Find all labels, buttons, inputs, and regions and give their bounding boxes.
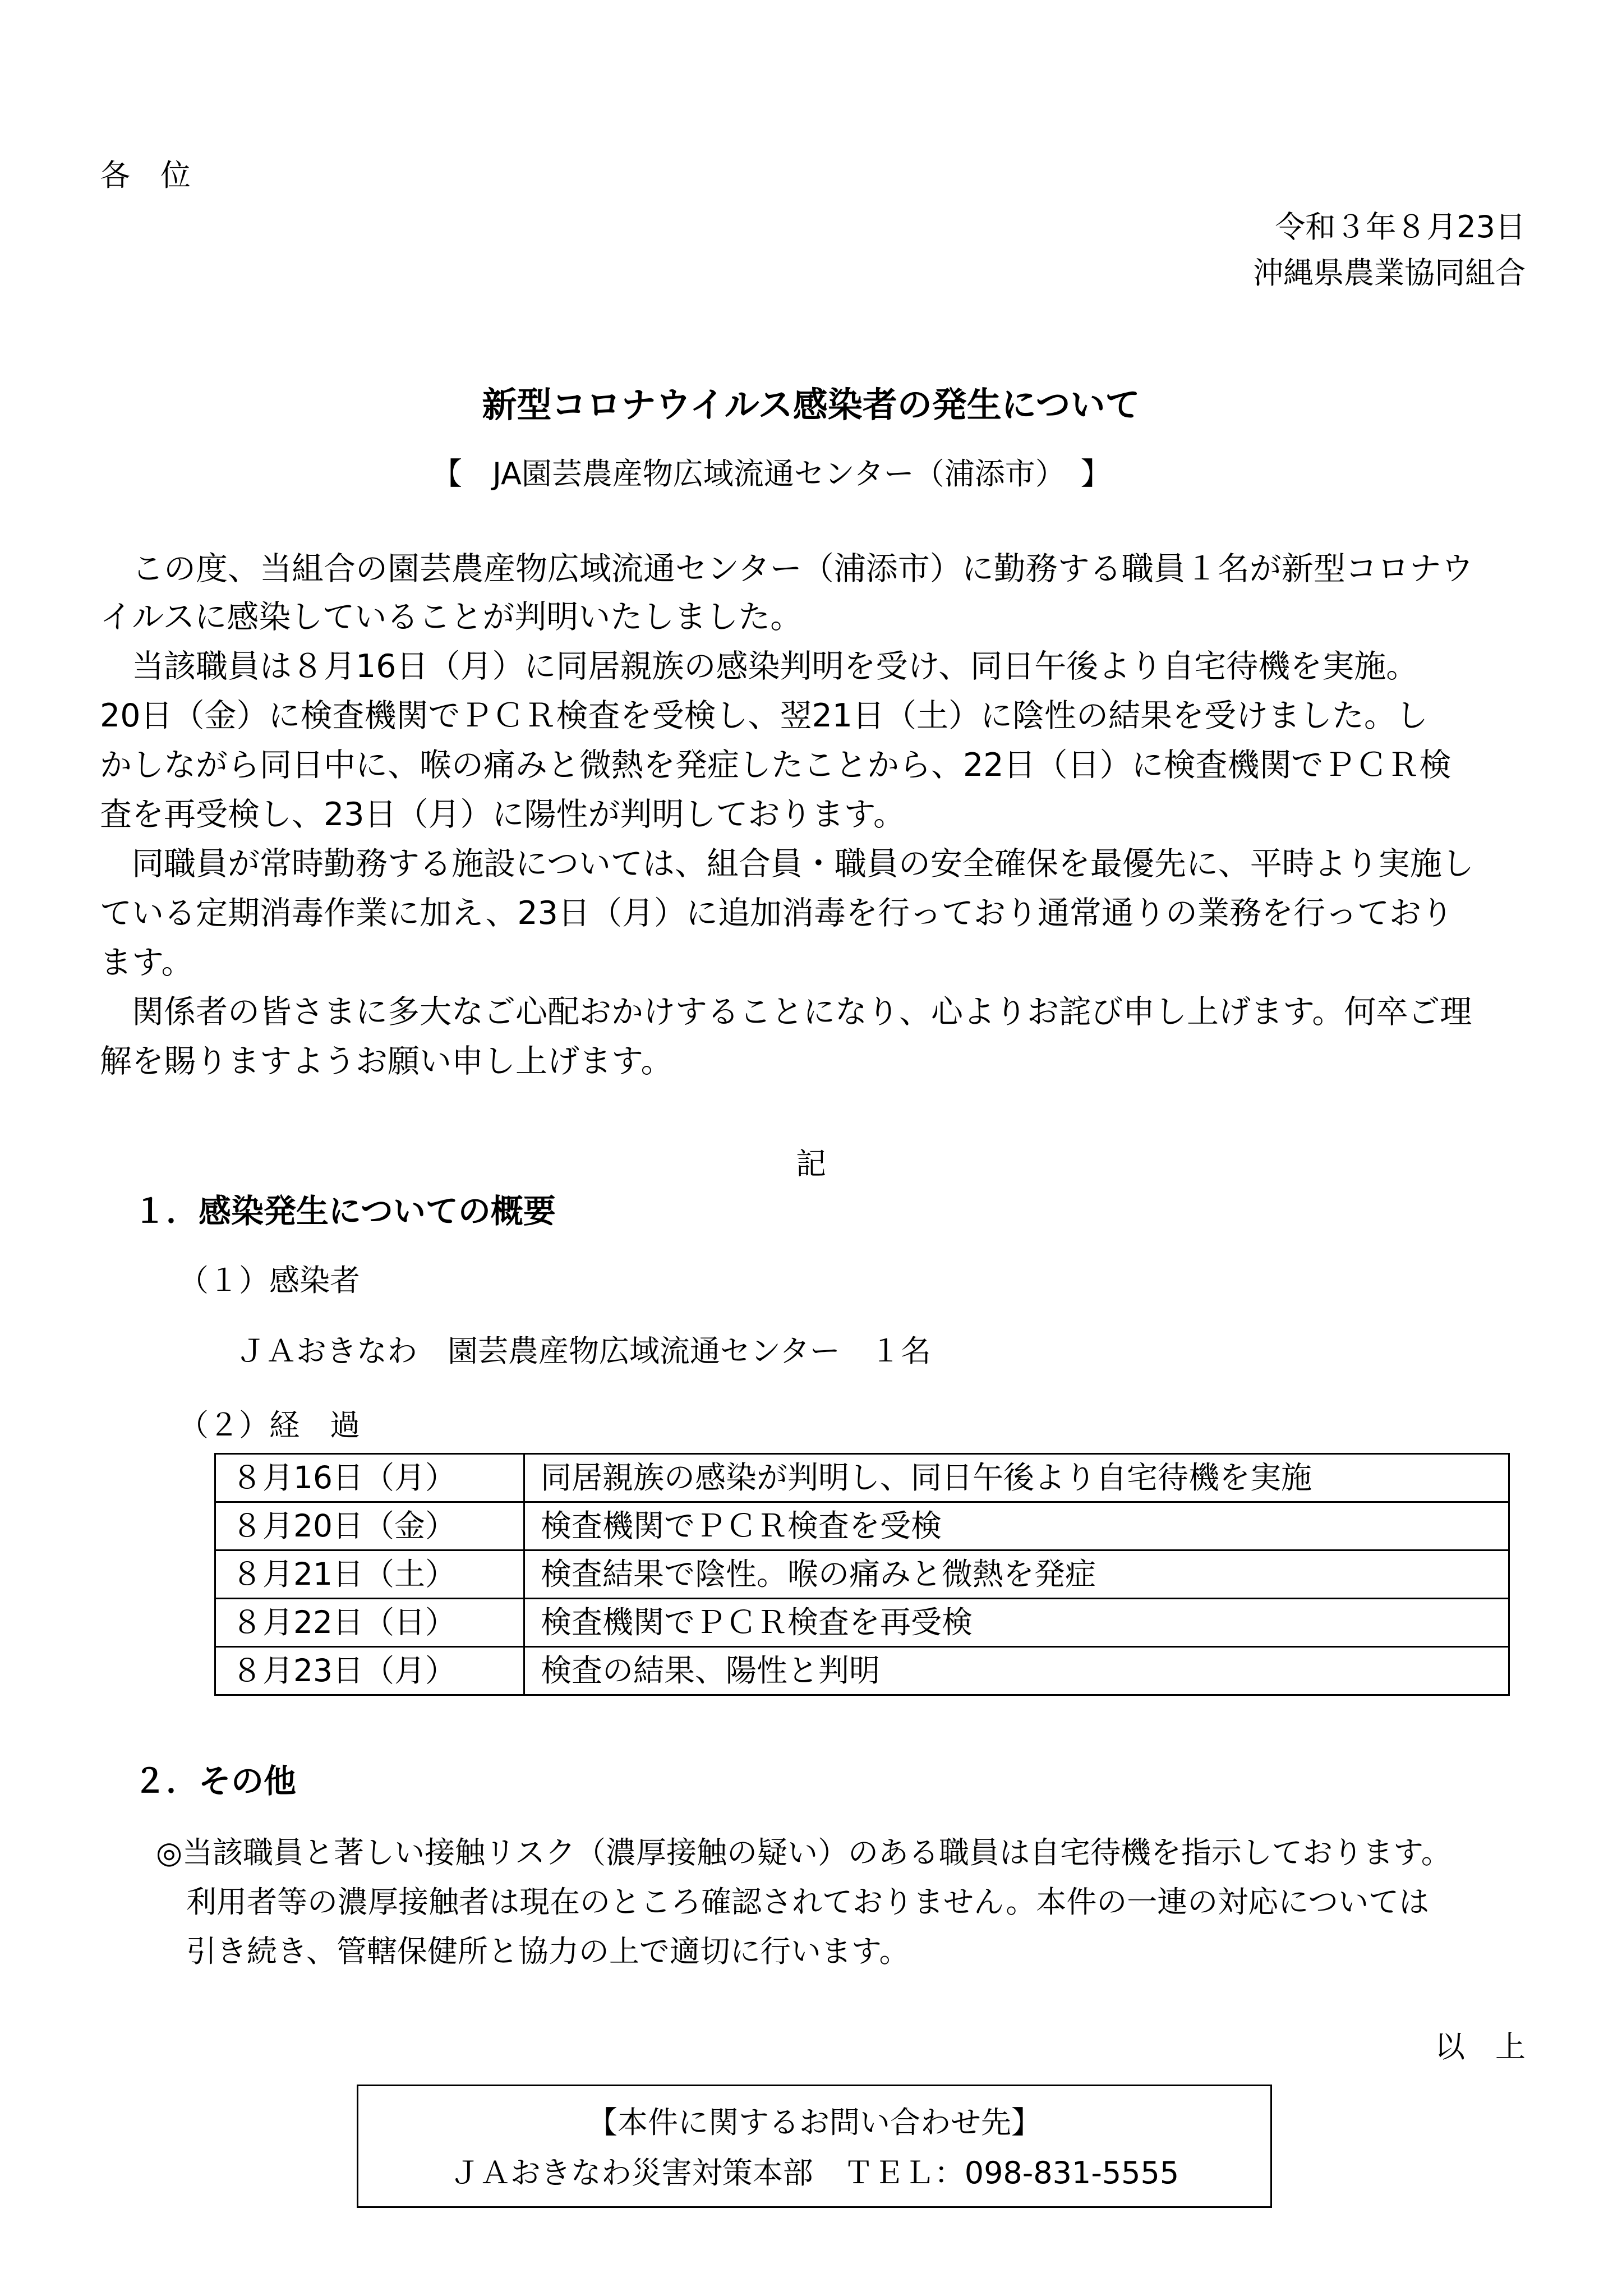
contact-box [357,2085,1272,2208]
table-row [215,1599,1509,1647]
body-line: この度、当組合の園芸農産物広域流通センター（浦添市）に勤務する職員１名が新型コロナウ [100,550,1473,587]
section1-heading: １．感染発生についての概要 [133,1192,556,1230]
page-title: 新型コロナウイルス感染者の発生について [482,384,1140,425]
table-row [215,1550,1509,1599]
timeline-date: ８月23日（月） [215,1647,524,1695]
timeline-date: ８月16日（月） [215,1454,524,1502]
body-line: ている定期消毒作業に加え、23日（月）に追加消毒を行っており通常通りの業務を行っており [100,895,1453,932]
timeline-date: ８月21日（土） [215,1550,524,1599]
organization-name: 沖縄県農業協同組合 [1253,255,1526,291]
infected-value: ＪＡおきなわ 園芸農産物広域流通センター １名 [236,1333,931,1369]
body-line: 当該職員は８月16日（月）に同居親族の感染判明を受け、同日午後より自宅待機を実施。 [100,648,1418,685]
contact-phone: ＪＡおきなわ災害対策本部 ＴＥＬ：098-831-5555 [449,2155,1179,2191]
section2-line: 引き続き、管轄保健所と協力の上で適切に行います。 [156,1934,910,1969]
body-line: 解を賜りますようお願い申し上げます。 [100,1043,673,1080]
record-mark: 記 [796,1146,826,1181]
contact-heading: 【本件に関するお問い合わせ先】 [587,2105,1042,2140]
section2-line: 利用者等の濃厚接触者は現在のところ確認されておりません。本件の一連の対応については [156,1884,1430,1920]
body-line: 査を再受検し、23日（月）に陽性が判明しております。 [100,796,905,833]
timeline-date: ８月20日（金） [215,1502,524,1550]
table-row [215,1502,1509,1550]
timeline-label: （２）経 過 [178,1407,360,1443]
body-line: ます。 [100,944,193,981]
timeline-event: 検査機関でＰＣＲ検査を再受検 [524,1599,1509,1647]
body-line: かしながら同日中に、喉の痛みと微熱を発症したことから、22日（日）に検査機関でＰＣＲ検 [100,747,1451,784]
body-line: 同職員が常時勤務する施設については、組合員・職員の安全確保を最優先に、平時より実施し [100,845,1474,882]
timeline-event: 検査の結果、陽性と判明 [524,1647,1509,1695]
section2-line: ◎当該職員と著しい接触リスク（濃厚接触の疑い）のある職員は自宅待機を指示しております。 [156,1835,1451,1870]
infected-label: （１）感染者 [178,1263,360,1298]
timeline-event: 同居親族の感染が判明し、同日午後より自宅待機を実施 [524,1454,1509,1502]
body-line: 20日（金）に検査機関でＰＣＲ検査を受検し、翌21日（土）に陰性の結果を受けました。し [100,697,1429,734]
subtitle: 【 JA園芸農産物広域流通センター（浦添市） 】 [432,456,1111,491]
body-line: 関係者の皆さまに多大なご心配おかけすることになり、心よりお詫び申し上げます。何卒ご理 [100,993,1472,1030]
timeline-table [214,1453,1510,1696]
closing-mark: 以 上 [1435,2029,1526,2064]
table-row [215,1647,1509,1695]
timeline-date: ８月22日（日） [215,1599,524,1647]
timeline-event: 検査機関でＰＣＲ検査を受検 [524,1502,1509,1550]
body-line: イルスに感染していることが判明いたしました。 [100,599,803,636]
issue-date: 令和３年８月23日 [1275,209,1526,245]
recipient: 各 位 [100,158,191,193]
table-row [215,1454,1509,1502]
section2-heading: ２．その他 [133,1762,297,1800]
timeline-event: 検査結果で陰性。喉の痛みと微熱を発症 [524,1550,1509,1599]
